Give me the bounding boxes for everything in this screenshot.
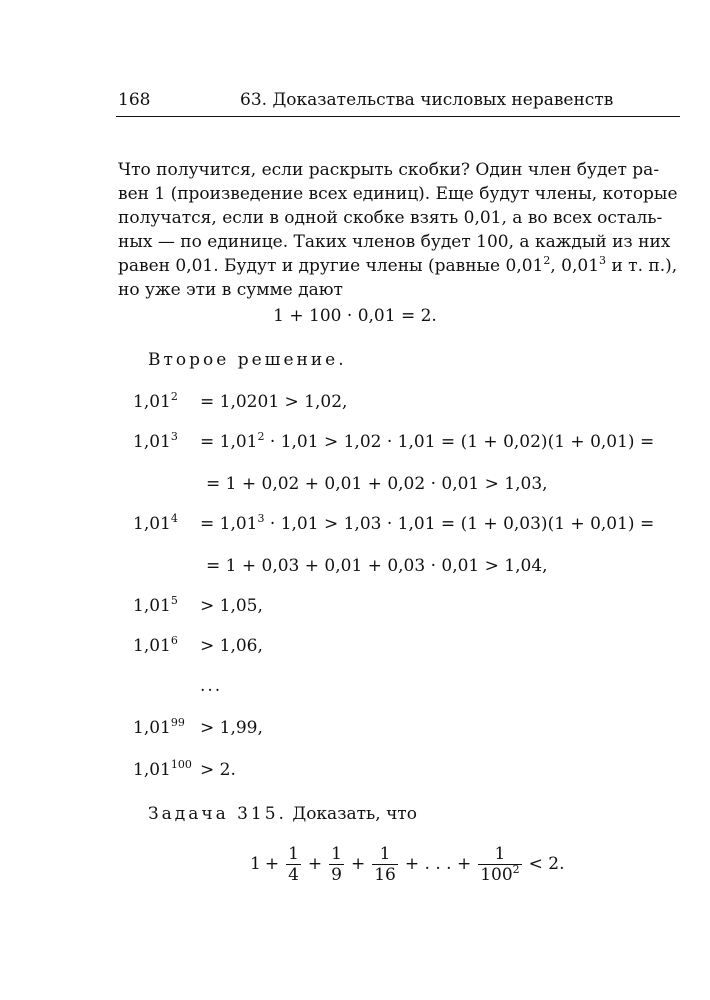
plus-sign: + xyxy=(350,854,366,874)
equation-continuation: = 1 + 0,02 + 0,01 + 0,02 · 0,01 > 1,03, xyxy=(206,474,548,494)
formula-term: 1 xyxy=(250,854,261,874)
equation-rhs: = 1,0201 > 1,02, xyxy=(200,392,348,412)
formula-tail: < 2. xyxy=(528,854,565,874)
paragraph-line: равен 0,01. Будут и другие члены (равные 0,01$^2$, 0,01$^3$ и т. п.), xyxy=(118,254,678,276)
running-title: 63. Доказательства числовых неравенств xyxy=(240,90,614,110)
task-label: Задача 315. xyxy=(148,804,287,824)
fraction: $\frac{1}{9}$ xyxy=(331,843,342,885)
paragraph-line: вен 1 (произведение всех единиц). Еще будут члены, которые xyxy=(118,184,678,204)
equation-rhs: > 1,05, xyxy=(200,596,263,616)
plus-sign: + xyxy=(307,854,323,874)
paragraph-line: получатся, если в одной скобке взять 0,01, а во всех осталь- xyxy=(118,208,663,228)
equation-lhs: 1,01$^5$ xyxy=(133,594,178,616)
plus-sign: + xyxy=(264,854,280,874)
equation-lhs: 1,01$^{99}$ xyxy=(133,716,185,738)
ellipsis: ... xyxy=(200,676,223,696)
task-statement xyxy=(148,804,417,824)
equation-lhs: 1,01$^4$ xyxy=(133,512,178,534)
fraction: $\frac{1}{16}$ xyxy=(374,843,396,885)
page-header xyxy=(118,90,678,114)
paragraph-line: но уже эти в сумме дают xyxy=(118,280,343,300)
equation-rhs: = $1,01^2 \cdot 1,01 > 1,02 \cdot 1,01 = (1 + 0,02)(1 + 0,01)$ = xyxy=(200,430,655,452)
task-formula xyxy=(250,834,569,894)
equation-continuation: = 1 + 0,03 + 0,01 + 0,03 · 0,01 > 1,04, xyxy=(206,556,548,576)
equation-rhs: > 1,06, xyxy=(200,636,263,656)
body-paragraph xyxy=(118,158,680,302)
fraction: $\frac{1}{100^2}$ xyxy=(480,843,520,885)
header-rule xyxy=(116,116,680,117)
equation-rhs: > 2. xyxy=(200,760,236,780)
equation-lhs: 1,01$^{100}$ xyxy=(133,758,192,780)
equation-lhs: 1,01$^3$ xyxy=(133,430,178,452)
sum-formula: 1 + 100 · 0,01 = 2. xyxy=(273,306,437,326)
equation-rhs: > 1,99, xyxy=(200,718,263,738)
equation-lhs: 1,01$^6$ xyxy=(133,634,178,656)
section-title: Второе решение. xyxy=(148,350,347,370)
paragraph-line: ных — по единице. Таких членов будет 100, а каждый из них xyxy=(118,232,671,252)
fraction: $\frac{1}{4}$ xyxy=(288,843,299,885)
equation-lhs: 1,01$^2$ xyxy=(133,390,178,412)
ellipsis: + . . . + xyxy=(404,854,472,874)
equation-rhs: = $1,01^3 \cdot 1,01 > 1,03 \cdot 1,01 = (1 + 0,03)(1 + 0,01)$ = xyxy=(200,512,655,534)
paragraph-line: Что получится, если раскрыть скобки? Один член будет ра- xyxy=(118,160,660,180)
task-text: Доказать, что xyxy=(292,804,417,824)
page-number: 168 xyxy=(118,90,151,110)
